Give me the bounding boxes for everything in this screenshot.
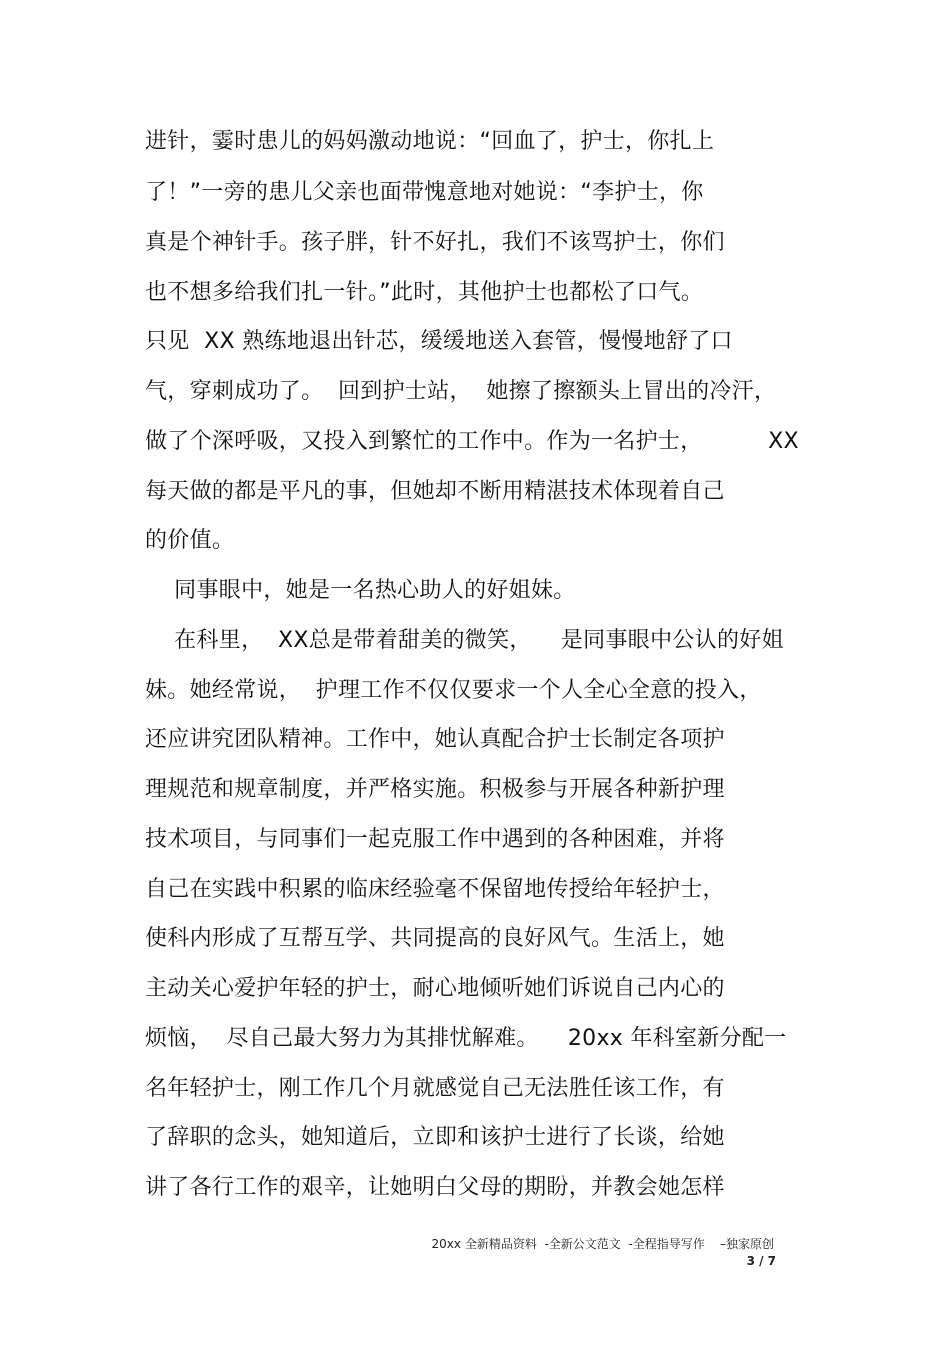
- body-line: 技术项目，与同事们一起克服工作中遇到的各种困难，并将: [145, 827, 725, 852]
- body-line: 理规范和规章制度，并严格实施。积极参与开展各种新护理: [145, 777, 725, 802]
- page-footer: 20xx 全新精品资料 -全新公文范文 -全程指导写作 –独家原创: [431, 1237, 774, 1251]
- body-line: 讲了各行工作的艰辛，让她明白父母的期盼，并教会她怎样: [145, 1175, 725, 1200]
- body-line: 了！”一旁的患儿父亲也面带愧意地对她说：“李护士，你: [145, 180, 704, 205]
- body-line: 只见 XX 熟练地退出针芯，缓缓地送入套管，慢慢地舒了口: [145, 329, 733, 354]
- page-number: 3 / 7: [746, 1254, 776, 1268]
- body-line: 妹。她经常说， 护理工作不仅仅要求一个人全心全意的投入，: [145, 678, 762, 703]
- body-line: 进针，霎时患儿的妈妈激动地说：“回血了，护士，你扎上: [145, 129, 715, 154]
- body-line: 名年轻护士，刚工作几个月就感觉自己无法胜任该工作，有: [145, 1076, 725, 1101]
- body-line: 的价值。: [145, 528, 235, 553]
- body-line: 主动关心爱护年轻的护士，耐心地倾听她们诉说自己内心的: [145, 976, 725, 1001]
- body-line: 做了个深呼吸，又投入到繁忙的工作中。作为一名护士， XX: [145, 429, 799, 454]
- body-line: 烦恼， 尽自己最大努力为其排忧解难。 20xx 年科室新分配一: [145, 1026, 787, 1051]
- body-line: 了辞职的念头，她知道后，立即和该护士进行了长谈，给她: [145, 1125, 725, 1150]
- body-line: 气，穿刺成功了。 回到护士站， 她擦了擦额头上冒出的冷汗，: [145, 379, 777, 404]
- body-line: 使科内形成了互帮互学、共同提高的良好风气。生活上，她: [145, 926, 725, 951]
- body-line: 在科里， XX总是带着甜美的微笑， 是同事眼中公认的好姐: [145, 628, 784, 653]
- body-line: 每天做的都是平凡的事，但她却不断用精湛技术体现着自己: [145, 479, 725, 504]
- body-line: 自己在实践中积累的临床经验毫不保留地传授给年轻护士，: [145, 877, 725, 902]
- body-line: 也不想多给我们扎一针。”此时，其他护士也都松了口气。: [145, 280, 704, 305]
- body-line: 同事眼中，她是一名热心助人的好姐妹。: [145, 578, 576, 603]
- body-line: 真是个神针手。孩子胖，针不好扎，我们不该骂护士，你们: [145, 230, 725, 255]
- body-line: 还应讲究团队精神。工作中，她认真配合护士长制定各项护: [145, 727, 725, 752]
